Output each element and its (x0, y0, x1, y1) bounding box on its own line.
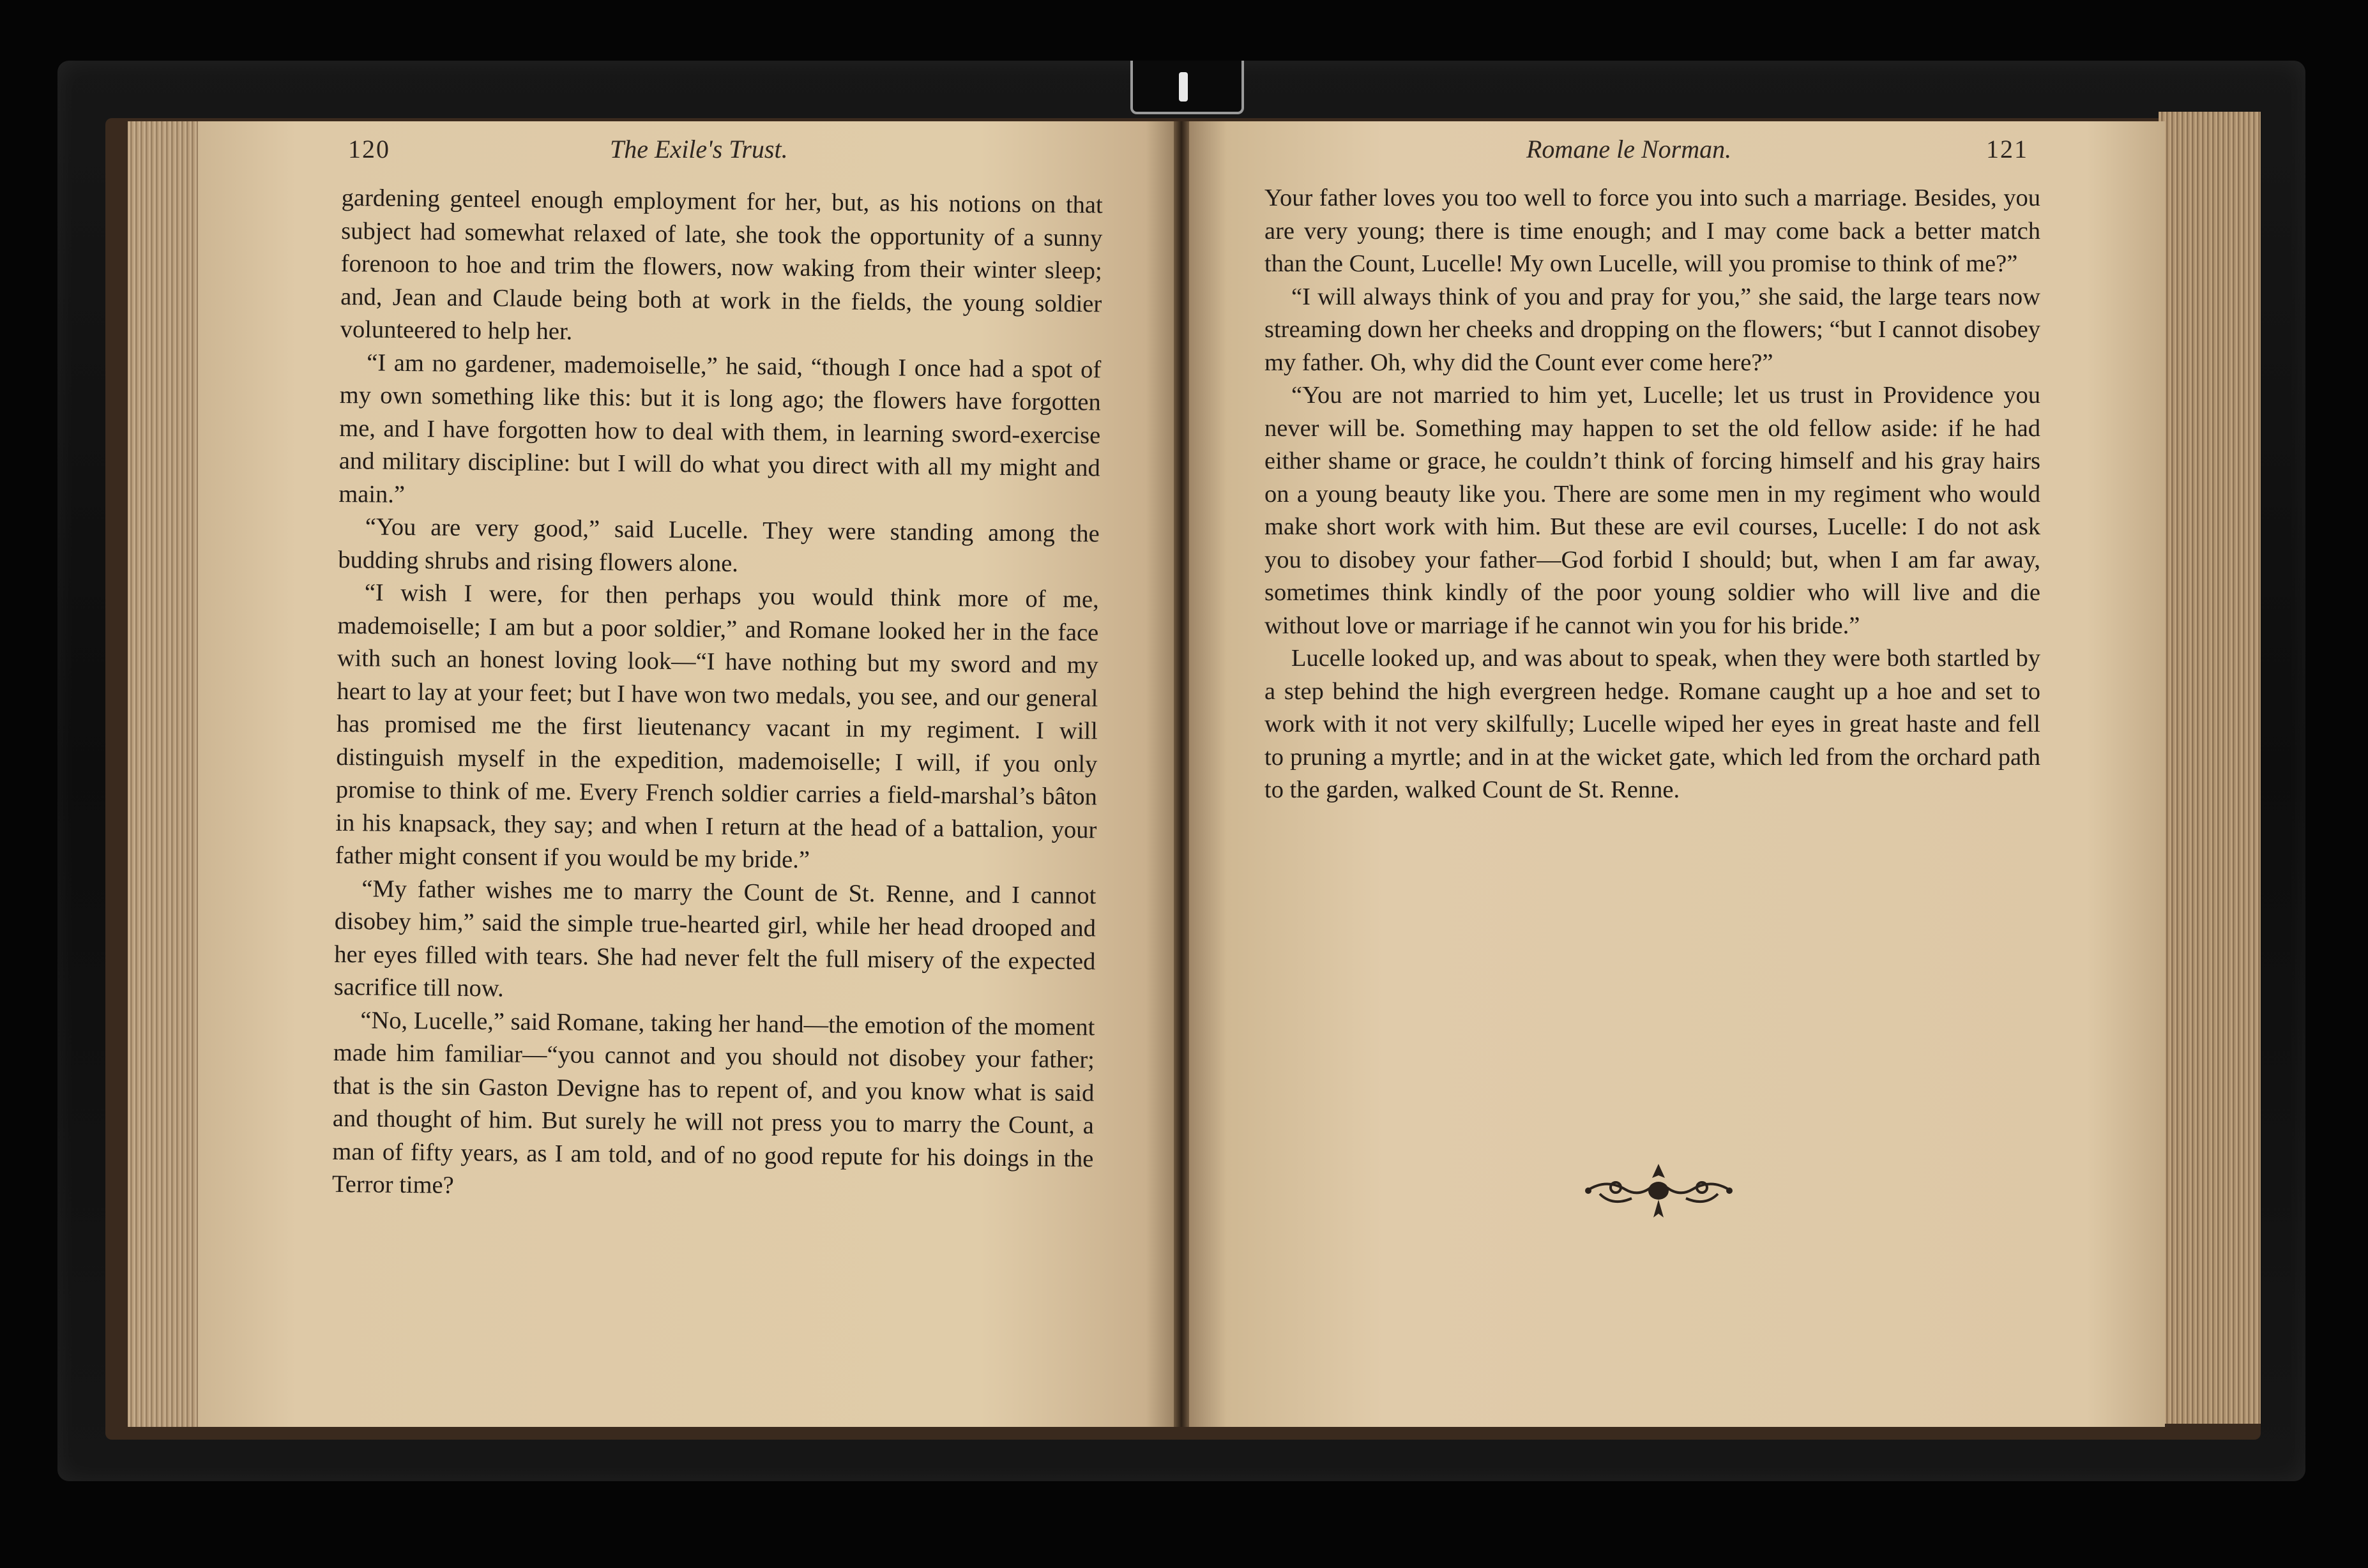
paragraph: “No, Lucelle,” said Romane, taking her hand—the emotion of the moment made him familiar—“you cannot and you should not disobey your father; that is the sin Gaston Devigne has to repent of, and you know what is said and thought of him. But surely he will not press you to marry the Count, a man of fifty years, as I am told, and of no good repute for his doings in the Terror time? (331, 1006, 1095, 1199)
paragraph: “My father wishes me to marry the Count de St. Renne, and I cannot disobey him,” said the simple true-hearted girl, while her head drooped and her eyes filled with tears. She had never felt the full misery of the expected sacrifice till now. (333, 875, 1097, 1002)
right-running-title: Romane le Norman. (1526, 135, 1732, 163)
left-page-text (332, 182, 1103, 1209)
paragraph: Your father loves you too well to force you into such a marriage. Besides, you are very young; there is time enough; and I may come back a better match than the Count, Lucelle! My own Lucelle, will you promise to think of me?” (1264, 185, 2040, 277)
left-running-title: The Exile's Trust. (610, 135, 788, 163)
right-page-text (1264, 182, 2040, 807)
right-page-edges (2159, 112, 2261, 1424)
paragraph: “I am no gardener, mademoiselle,” he said, “though I once had a spot of my own something like this: but it is long ago; the flowers have forgotten me, and I have forgotten how to deal with them, in learning sword-exercise and military discipline: but I will do what you direct with all my might and main.” (338, 349, 1102, 508)
paragraph: “You are not married to him yet, Lucelle; let us trust in Providence you never will be. Something may happen to set the old fellow aside: if he had either shame or grace, he couldn’t think of forcing himself and his gray hairs on a young beauty like you. There are some men in my regiment who would make short work with him. But these are evil courses, Lucelle: I do not ask you to disobey your father—God forbid I should; but, when I am far away, sometimes think kindly of the poor young soldier who will live and die without love or marriage if he cannot win you for his bride.” (1264, 382, 2040, 639)
paragraph: “I wish I were, for then perhaps you would think more of me, mademoiselle; I am but a poor soldier,” and Romane looked her in the face with such an honest loving look—“I have nothing but my sword and my heart to lay at your feet; but I have won two medals, you see, and our general has promised me the first lieutenancy vacant in my regiment. I will distinguish myself in the expedition, mademoiselle; I will, if you only promise to think of me. Every French soldier carries a field-marshal’s bâton in his knapsack, they say; and when I return at the head of a battalion, your father might consent if you would be my bride.” (335, 579, 1099, 874)
paragraph: Lucelle looked up, and was about to speak, when they were both startled by a step behind the high evergreen hedge. Romane caught up a hoe and set to work with it not very skilfully; Lucelle wiped her eyes in great haste and fell to pruning a myrtle; and in at the wicket gate, which led from the orchard path to the garden, walked Count de St. Renne. (1264, 645, 2040, 803)
paragraph: “You are very good,” said Lucelle. They were standing among the budding shrubs and rising flowers alone. (338, 513, 1100, 577)
binder-clip (1130, 61, 1244, 114)
left-page-edges (128, 121, 204, 1427)
right-page-number: 121 (1986, 135, 2028, 163)
book-gutter (1174, 121, 1189, 1427)
paragraph: gardening genteel enough employment for her, but, as his notions on that subject had somewhat relaxed of late, she took the opportunity of a sunny forenoon to hoe and trim the flowers, now waking from their winter sleep; and, Jean and Claude being both at work in the fields, the young soldier volunteered to help her. (340, 184, 1103, 345)
fleuron-ornament (1581, 1159, 1737, 1223)
left-page-number: 120 (348, 135, 390, 163)
paragraph: “I will always think of you and pray for you,” she said, the large tears now streaming down her cheeks and dropping on the flowers; “but I cannot disobey my father. Oh, why did the Count ever come here?” (1264, 283, 2040, 376)
